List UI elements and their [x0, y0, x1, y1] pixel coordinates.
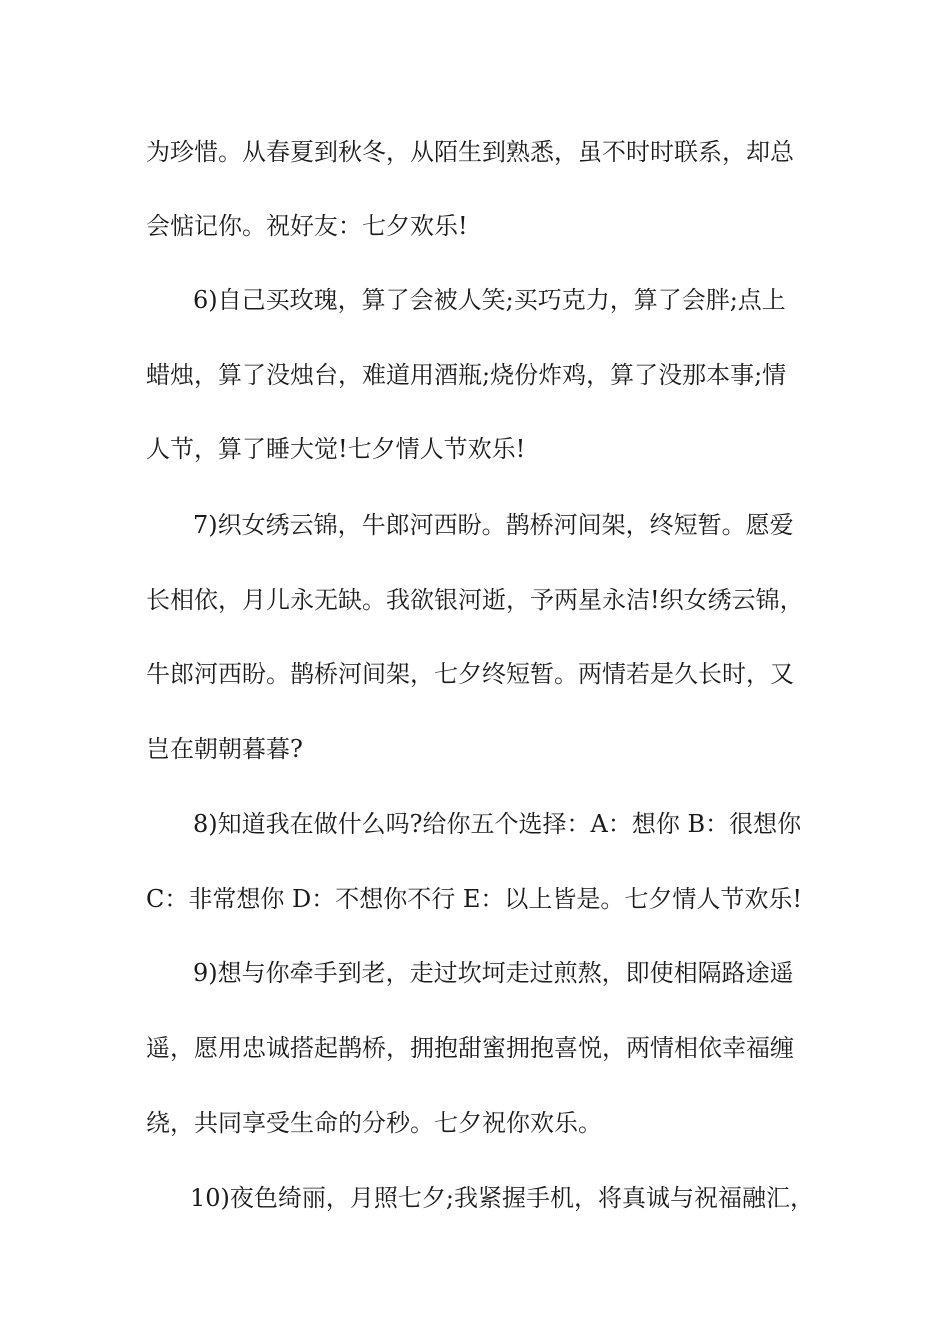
line-text: 10)夜色绮丽，月照七夕;我紧握手机，将真诚与祝福融汇， [190, 1184, 814, 1212]
text-line [0, 654, 950, 694]
line-text: C：非常想你 D：不想你不行 E：以上皆是。七夕情人节欢乐! [146, 885, 803, 913]
text-line [0, 879, 950, 919]
line-text: 人节，算了睡大觉!七夕情人节欢乐! [146, 435, 526, 463]
text-line [0, 1028, 950, 1068]
text-line [0, 729, 950, 769]
text-line [0, 1178, 950, 1218]
line-text: 9)想与你牵手到老，走过坎坷走过煎熬，即使相隔路途遥 [193, 959, 794, 987]
line-text: 长相依，月儿永无缺。我欲银河逝，予两星永洁!织女绣云锦， [146, 586, 804, 614]
line-text: 蜡烛，算了没烛台，难道用酒瓶;烧份炸鸡，算了没那本事;情 [146, 361, 787, 389]
text-line [0, 953, 950, 993]
text-line [0, 429, 950, 469]
line-text: 绕，共同享受生命的分秒。七夕祝你欢乐。 [146, 1109, 602, 1137]
text-line [0, 1103, 950, 1143]
line-text: 7)织女绣云锦，牛郎河西盼。鹊桥河间架，终短暂。愿爱 [193, 511, 794, 539]
line-text: 岂在朝朝暮暮? [146, 735, 303, 763]
text-line [0, 355, 950, 395]
text-line [0, 280, 950, 320]
line-text: 牛郎河西盼。鹊桥河间架，七夕终短暂。两情若是久长时，又 [146, 660, 794, 688]
line-text: 8)知道我在做什么吗?给你五个选择：A：想你 B：很想你 [193, 810, 802, 838]
text-line [0, 804, 950, 844]
text-line [0, 206, 950, 246]
text-line [0, 132, 950, 172]
line-text: 6)自己买玫瑰，算了会被人笑;买巧克力，算了会胖;点上 [193, 286, 786, 314]
line-text: 为珍惜。从春夏到秋冬，从陌生到熟悉，虽不时时联系，却总 [146, 138, 794, 166]
text-line [0, 505, 950, 545]
text-line [0, 580, 950, 620]
line-text: 遥，愿用忠诚搭起鹊桥，拥抱甜蜜拥抱喜悦，两情相依幸福缠 [146, 1034, 794, 1062]
line-text: 会惦记你。祝好友：七夕欢乐! [146, 212, 468, 240]
